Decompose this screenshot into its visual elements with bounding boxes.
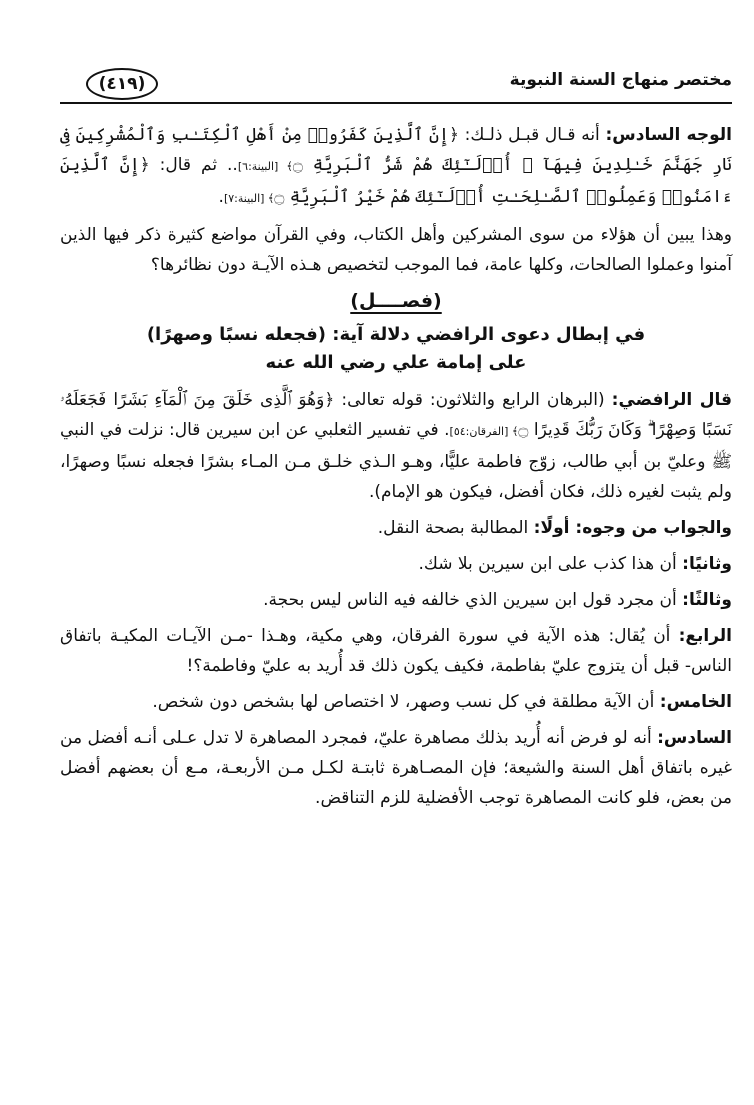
verse-reference: ﴾ [البينة:٦] <box>237 160 293 173</box>
paragraph-text: . <box>218 187 224 207</box>
paragraph-text: أن الآية مطلقة في كل نسب وصهر، لا اختصاص لها بشخص دون شخص. <box>152 692 660 712</box>
paragraph-text: المطالبة بصحة النقل. <box>377 518 534 538</box>
paragraph-answer-first <box>60 513 732 543</box>
paragraph-text: أنه قـال قبـل ذلـك: ﴿ <box>448 125 606 145</box>
paragraph-text: أنه لو فرض أنه أُريد بذلك مصاهرة عليّ، فمجرد المصاهرة لا تدل عـلى أنـه أفضل من غيره باتفاق أهل السنة والشيعة؛ فإن المصـاهرة ثابتـة لكـل مـن الأربعـة، مـع أن بعضهم أفضل من بعض، فلو كانت المصاهرة توجب الأفضلية للزم التناقض. <box>60 728 732 808</box>
paragraph-text: أن هذا كذب على ابن سيرين بلا شك. <box>418 554 683 574</box>
quran-verse: إِنَّ ٱلَّذِينَ ءَامَنُوا۟ وَعَمِلُوا۟ ٱلصَّـٰلِحَـٰتِ أُو۟لَـٰٓئِكَ هُمْ خَيْرُ ٱلْبَرِيَّةِ ۝ <box>60 155 732 207</box>
paragraph-text: أن يُقال: هذه الآية في سورة الفرقان، وهي مكية، وهـذا -مـن الآيـات المكيـة باتفاق الناس- قبل أن يتزوج عليّ بفاطمة، فكيف يكون ذلك قد أُريد به عليّ وفاطمة؟! <box>60 626 732 676</box>
paragraph-lead: وثانيًا: <box>682 554 732 574</box>
paragraph-answer-second <box>60 549 732 579</box>
section-label: (فصــــل) <box>350 290 442 312</box>
section-heading <box>60 286 732 317</box>
section-title-line-2: على إمامة علي رضي الله عنه <box>265 352 527 373</box>
paragraph-lead: الخامس: <box>659 692 732 712</box>
paragraph-text: أن مجرد قول ابن سيرين الذي خالفه فيه الناس ليس بحجة. <box>263 590 683 610</box>
paragraph-rafidi-claim <box>60 385 732 507</box>
verse-reference: ﴾ [الفرقان:٥٤] <box>449 425 519 438</box>
paragraph-text: .. ثم قال: ﴿ <box>139 155 238 175</box>
page-number: (٤١٩) <box>86 68 158 100</box>
paragraph-lead: والجواب من وجوه: أولًا: <box>533 518 732 538</box>
paragraph-lead: وثالثًا: <box>682 590 732 610</box>
paragraph-clarification: وهذا يبين أن هؤلاء من سوى المشركين وأهل الكتاب، وفي القرآن مواضع كثيرة ذكر فيها الذين آمنوا وعملوا الصالحات، وكلها عامة، فما الموجب لتخصيص هـذه الآيـة دون نظائرها؟ <box>60 225 732 275</box>
book-title: مختصر منهاج السنة النبوية <box>509 70 732 90</box>
paragraph-text: . في تفسير الثعلبي عن ابن سيرين قال: نزلت في النبي ﷺ وعليّ بن أبي طالب، زوّج فاطمة عليًّا، وهـو الـذي خلـق مـن المـاء بشرًا فجعله نسبًا وصهرًا، ولم يثبت لغيره ذلك، فكان أفضل، فيكون هو الإمام). <box>60 420 732 502</box>
verse-reference: ﴾ [البينة:٧] <box>223 192 275 205</box>
paragraph-lead: الرابع: <box>678 626 732 646</box>
paragraph-sixth-aspect <box>60 120 732 214</box>
paragraph-answer-fifth <box>60 687 732 717</box>
paragraph-answer-third <box>60 585 732 615</box>
page-header <box>60 68 732 108</box>
paragraph-lead: قال الرافضي: <box>611 390 732 410</box>
paragraph-text: (البرهان الرابع والثلاثون: قوله تعالى: ﴿ <box>324 390 612 410</box>
paragraph-lead: السادس: <box>657 728 732 748</box>
paragraph-answer-sixth <box>60 723 732 813</box>
page-body <box>60 120 732 819</box>
paragraph-lead: الوجه السادس: <box>605 125 732 145</box>
header-divider <box>60 102 732 104</box>
section-title-line-1: في إبطال دعوى الرافضي دلالة آية: (فجعله نسبًا وصهرًا) <box>146 324 646 345</box>
quran-verse: وَهُوَ ٱلَّذِى خَلَقَ مِنَ ٱلْمَآءِ بَشَرًا فَجَعَلَهُۥ نَسَبًا وَصِهْرًا ۗ وَكَانَ رَبُّكَ قَدِيرًا ۝ <box>60 390 733 440</box>
paragraph-answer-fourth <box>60 621 732 681</box>
quran-verse: إِنَّ ٱلَّذِينَ كَفَرُوا۟ مِنْ أَهْلِ ٱلْكِتَـٰبِ وَٱلْمُشْرِكِينَ فِى نَارِ جَهَنَّمَ خَـٰلِدِينَ فِيهَآ ۚ أُو۟لَـٰٓئِكَ هُمْ شَرُّ ٱلْبَرِيَّةِ ۝ <box>60 125 732 175</box>
